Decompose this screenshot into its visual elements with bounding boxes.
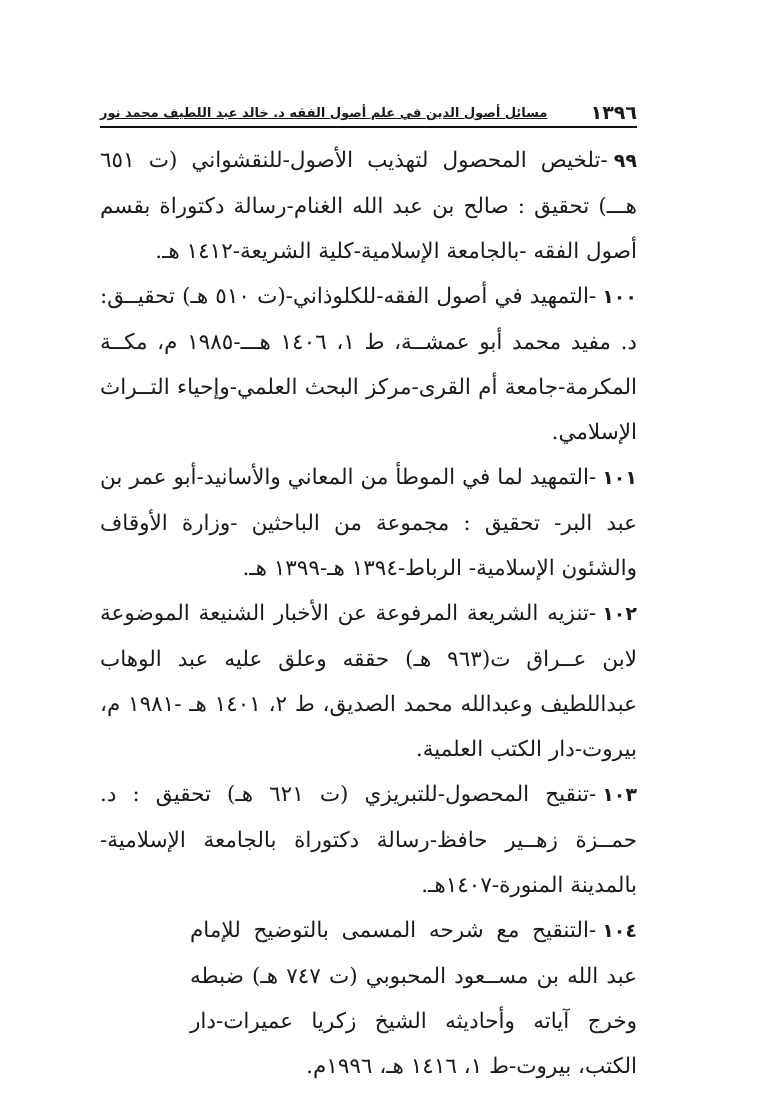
bibliography-entry (100, 455, 637, 591)
entry-text: -تنزيه الشريعة المرفوعة عن الأخبار الشنيعة الموضوعة لابن عــراق ت(٩٦٣ هـ) حققه وعلق عليه عبد الوهاب عبداللطيف وعبدالله محمد الصديق، ط ٢، ١٤٠١ هـ -١٩٨١ م، بيروت-دار الكتب العلمية. (100, 601, 637, 762)
entry-number: ١٠١ (602, 467, 637, 489)
running-title: مسائل أصول الدين في علم أصول الفقه د. خالد عبد اللطيف محمد نور (100, 106, 548, 121)
entry-text: -تلخيص المحصول لتهذيب الأصول-للنقشواني (ت ٦٥١ هـــ) تحقيق : صالح بن عبد الله الغنام-رسالة دكتوراة بقسم أصول الفقه -بالجامعة الإسلامية-كلية الشريعة-١٤١٢ هـ. (100, 148, 637, 264)
bibliography-entry (100, 138, 637, 274)
entry-text: -التمهيد لما في الموطأ من المعاني والأسانيد-أبو عمر بن عبد البر- تحقيق : مجموعة من الباحثين -وزارة الأوقاف والشئون الإسلامية- الرباط-١٣٩٤ هـ-١٣٩٩ هـ. (100, 465, 637, 581)
entry-number: ١٠٢ (602, 603, 637, 625)
bibliography-entry (100, 772, 637, 908)
page-header (100, 100, 637, 128)
entry-text: -تنقيح المحصول-للتبريزي (ت ٦٢١ هـ) تحقيق : د. حمــزة زهــير حافظ-رسالة دكتوراة بالجامعة الإسلامية-بالمدينة المنورة-١٤٠٧هـ. (100, 782, 637, 898)
entry-number: ١٠٠ (602, 286, 637, 308)
entry-text: -التنقيح مع شرحه المسمى بالتوضيح للإمام عبد الله بن مســعود المحبوبي (ت ٧٤٧ هـ) ضبطه وخرج آياته وأحاديثه الشيخ زكريا عميرات-دار الكتب، بيروت-ط ١، ١٤١٦ هـ، ١٩٩٦م. (190, 918, 637, 1079)
bibliography-entry (100, 591, 637, 772)
entry-number: ٩٩ (613, 150, 637, 172)
bibliography-list (100, 138, 637, 1089)
bibliography-entry (100, 908, 637, 1089)
bibliography-entry (100, 274, 637, 455)
page-number: ١٣٩٦ (590, 102, 637, 124)
entry-number: ١٠٤ (602, 920, 637, 942)
entry-text: -التمهيد في أصول الفقه-للكلوذاني-(ت ٥١٠ هـ) تحقيــق: د. مفيد محمد أبو عمشــة، ط ١، ١٤٠٦ هـــ-١٩٨٥ م، مكــة المكرمة-جامعة أم القرى-مركز البحث العلمي-وإحياء التــراث الإسلامي. (100, 284, 637, 445)
entry-number: ١٠٣ (602, 784, 637, 806)
